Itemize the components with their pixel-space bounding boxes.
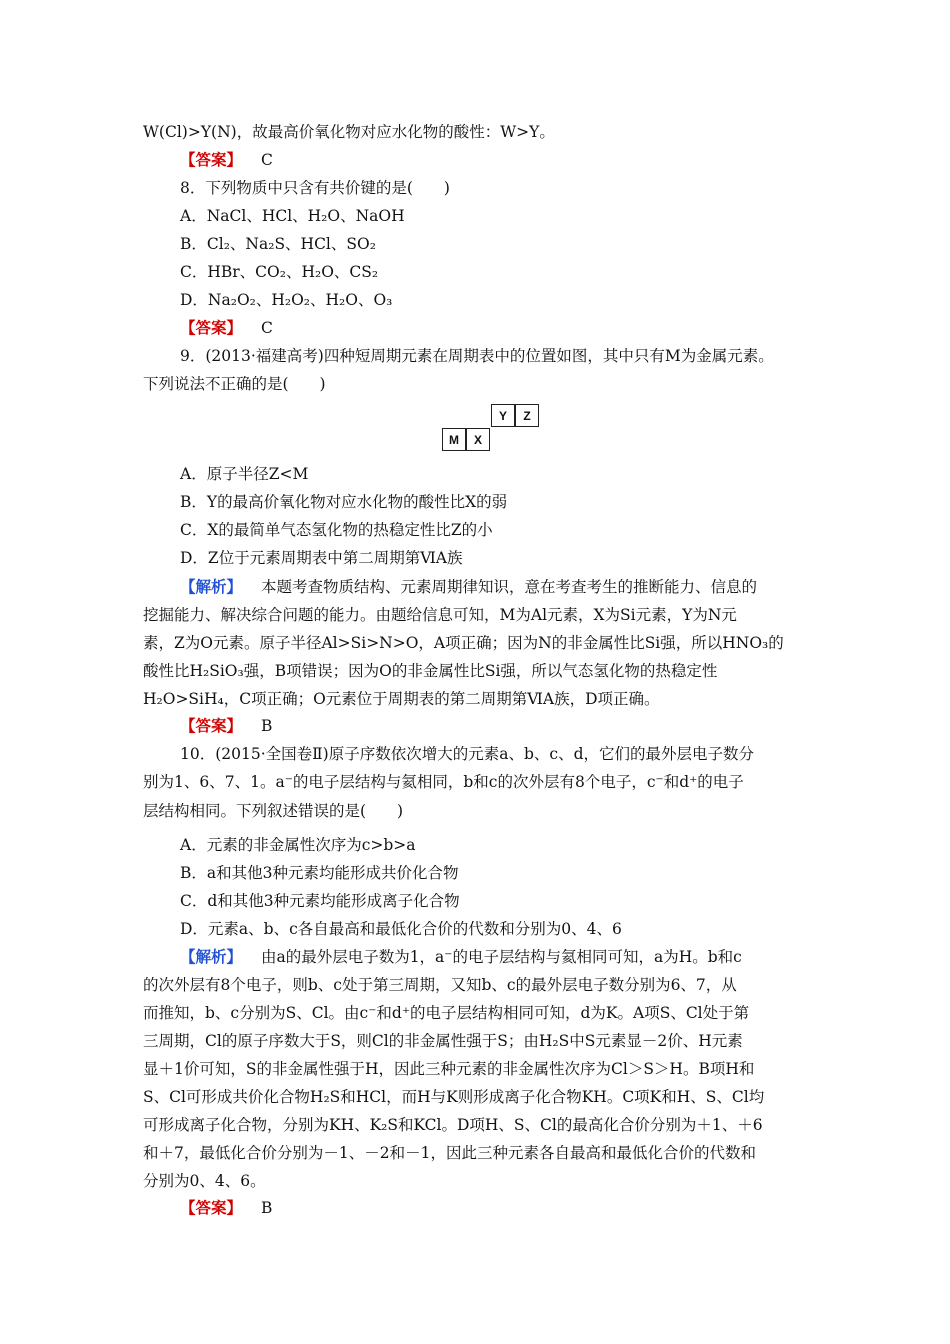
question-10: 10．(2015·全国卷Ⅱ)原子序数依次增大的元素a、b、c、d，它们的最外层电子数分 xyxy=(180,745,754,763)
option-b: B．Y的最高价氧化物对应水化物的酸性比X的弱 xyxy=(180,493,508,511)
option-b: B．Cl₂、Na₂S、HCl、SO₂ xyxy=(180,235,376,253)
analysis-text: 本题考查物质结构、元素周期律知识，意在考查考生的推断能力、信息的 xyxy=(260,578,757,596)
question-9-cont: 下列说法不正确的是( ) xyxy=(143,375,326,393)
answer-tag: 【答案】 xyxy=(180,1198,243,1217)
answer-value: B xyxy=(260,1199,273,1217)
question-8: 8．下列物质中只含有共价键的是( ) xyxy=(180,179,450,197)
option-a: A．元素的非金属性次序为c>b>a xyxy=(180,836,416,854)
analysis-text: 可形成离子化合物，分别为KH、K₂S和KCl。D项H、S、Cl的最高化合价分别为＋1、＋6 xyxy=(143,1116,763,1134)
answer-value: C xyxy=(260,319,273,337)
analysis-text: 的次外层有8个电子，则b、c处于第三周期，又知b、c的最外层电子数分别为6、7，从 xyxy=(143,976,737,994)
answer-tag: 【答案】 xyxy=(180,716,243,735)
analysis-text: S、Cl可形成共价化合物H₂S和HCl，而H与K则形成离子化合物KH。C项K和H、S、Cl均 xyxy=(143,1088,765,1106)
option-a: A．原子半径Z<M xyxy=(180,465,309,483)
answer-line xyxy=(180,150,950,170)
analysis-tag: 【解析】 xyxy=(180,577,243,596)
cell-z: Z xyxy=(515,404,539,427)
analysis-text: 而推知，b、c分别为S、Cl。由c⁻和d⁺的电子层结构相同可知，d为K。A项S、Cl处于第 xyxy=(143,1004,750,1022)
option-c: C．HBr、CO₂、H₂O、CS₂ xyxy=(180,263,379,281)
analysis-text: 挖掘能力、解决综合问题的能力。由题给信息可知，M为Al元素，X为Si元素，Y为N元 xyxy=(143,606,737,624)
cell-m: M xyxy=(442,428,466,451)
option-d: D．Z位于元素周期表中第二周期第ⅥA族 xyxy=(180,549,463,567)
answer-tag: 【答案】 xyxy=(180,318,243,337)
analysis-tag: 【解析】 xyxy=(180,947,243,966)
option-d: D．元素a、b、c各自最高和最低化合价的代数和分别为0、4、6 xyxy=(180,920,622,938)
answer-line xyxy=(180,318,950,338)
option-d: D．Na₂O₂、H₂O₂、H₂O、O₃ xyxy=(180,291,393,309)
answer-tag: 【答案】 xyxy=(180,150,243,169)
answer-line xyxy=(180,1198,950,1218)
analysis-text: H₂O>SiH₄，C项正确；O元素位于周期表的第二周期第ⅥA族，D项正确。 xyxy=(143,690,660,708)
question-10-cont: 层结构相同。下列叙述错误的是( ) xyxy=(143,802,404,820)
question-10-cont: 别为1、6、7、1。a⁻的电子层结构与氦相同，b和c的次外层有8个电子，c⁻和d⁺的电子 xyxy=(143,773,744,791)
option-b: B．a和其他3种元素均能形成共价化合物 xyxy=(180,864,459,882)
question-9: 9．(2013·福建高考)四种短周期元素在周期表中的位置如图，其中只有M为金属元素。 xyxy=(180,347,774,365)
analysis-text: 三周期，Cl的原子序数大于S，则Cl的非金属性强于S；由H₂S中S元素显－2价、H元素 xyxy=(143,1032,743,1050)
answer-value: C xyxy=(260,151,273,169)
analysis-line xyxy=(180,577,950,597)
analysis-line xyxy=(180,947,950,967)
cell-y: Y xyxy=(491,404,515,427)
cell-x: X xyxy=(466,428,490,451)
answer-value: B xyxy=(260,717,273,735)
text-line: W(Cl)>Y(N)，故最高价氧化物对应水化物的酸性：W>Y。 xyxy=(143,123,555,141)
option-a: A．NaCl、HCl、H₂O、NaOH xyxy=(180,207,405,225)
analysis-text: 和＋7，最低化合价分别为－1、－2和－1，因此三种元素各自最高和最低化合价的代数和 xyxy=(143,1144,756,1162)
option-c: C．d和其他3种元素均能形成离子化合物 xyxy=(180,892,460,910)
analysis-text: 素，Z为O元素。原子半径Al>Si>N>O，A项正确；因为N的非金属性比Si强，所以HNO₃的 xyxy=(143,634,784,652)
option-c: C．X的最简单气态氢化物的热稳定性比Z的小 xyxy=(180,521,493,539)
analysis-text: 显＋1价可知，S的非金属性强于H，因此三种元素的非金属性次序为Cl＞S＞H。B项H和 xyxy=(143,1060,755,1078)
analysis-text: 酸性比H₂SiO₃强，B项错误；因为O的非金属性比Si强，所以气态氢化物的热稳定性 xyxy=(143,662,718,680)
analysis-text: 由a的最外层电子数为1，a⁻的电子层结构与氦相同可知，a为H。b和c xyxy=(260,948,742,966)
answer-line xyxy=(180,716,950,736)
analysis-text: 分别为0、4、6。 xyxy=(143,1172,266,1190)
